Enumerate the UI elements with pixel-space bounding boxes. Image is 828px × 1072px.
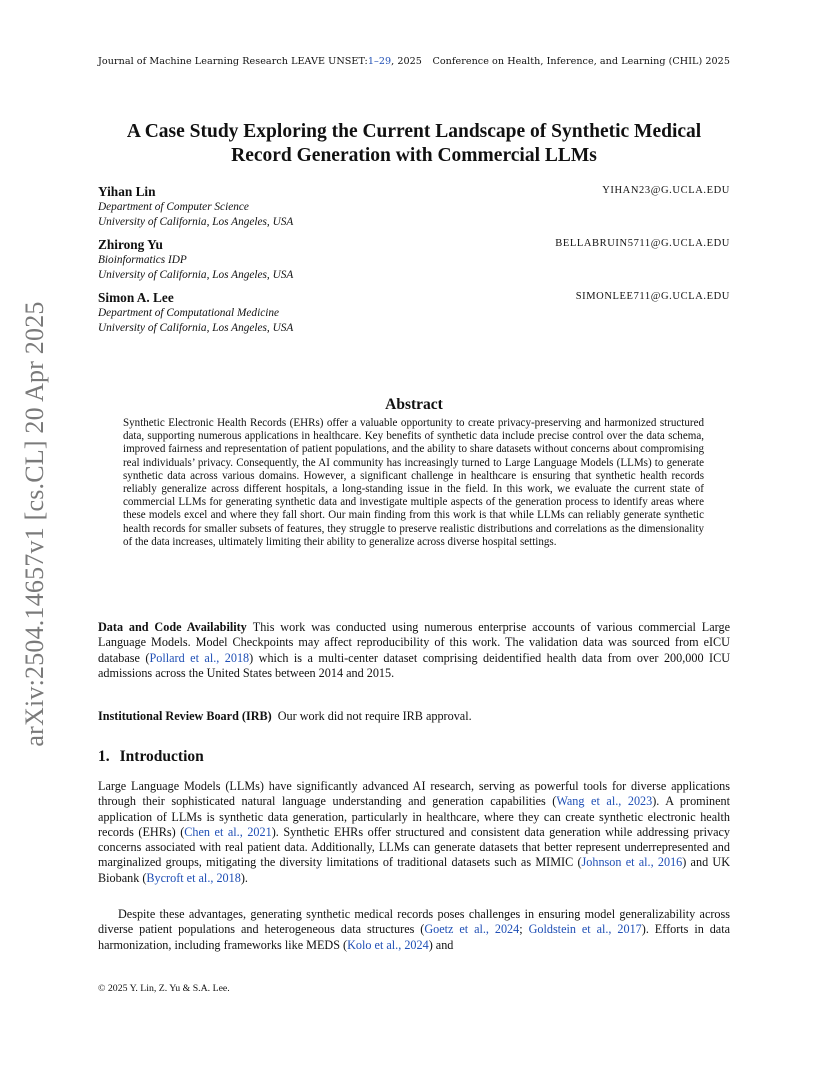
running-head-right: Conference on Health, Inference, and Learning (CHIL) 2025 [432, 56, 730, 67]
section-heading-introduction [98, 748, 204, 766]
data-availability-heading: Data and Code Availability [98, 620, 247, 634]
citation-link[interactable]: Goldstein et al., 2017 [528, 922, 642, 937]
author-email[interactable]: YIHAN23@G.UCLA.EDU [602, 185, 730, 196]
author-block [98, 184, 730, 230]
arxiv-identifier: arXiv:2504.14657v1 [cs.CL] 20 Apr 2025 [20, 301, 49, 747]
citation-link[interactable]: Johnson et al., 2016 [581, 855, 683, 870]
page-range-link[interactable]: 1–29 [367, 56, 392, 67]
author-institution: University of California, Los Angeles, USA [98, 216, 294, 228]
author-name: Zhirong Yu [98, 237, 163, 252]
author-name: Yihan Lin [98, 184, 156, 199]
citation-link[interactable]: Chen et al., 2021 [184, 824, 272, 839]
abstract-text: Synthetic Electronic Health Records (EHRs) offer a valuable opportunity to create privacy-preserving and harmonized structured data, supporting numerous applications in healthcare. Key benefits of synthetic data include precise control over the data schema, improved fairness and representation of patient populations, and the ability to share datasets without concerns about compromising real individuals’ privacy. Consequently, the AI community has increasingly turned to Large Language Models (LLMs) to generate synthetic data across various domains. However, a significant challenge in healthcare is ensuring that synthetic health records reliably generalize across different hospitals, a long-standing issue in the field. In this work, we evaluate the current state of commercial LLMs for generating synthetic data and investigate multiple aspects of the generation process to identify areas where these models excel and where they fall short. Our main finding from this work is that while LLMs can reliably generate synthetic health records for smaller subsets of features, they struggle to preserve realistic distributions and correlations as the dimensionality of the data increases, ultimately limiting their ability to generalize across diverse hospital settings. [123, 417, 704, 548]
data-availability-paragraph: Data and Code Availability This work was conducted using numerous enterprise accounts of various commercial Large Language Models. Model Checkpoints may affect reproducibility of this work. The validation data was sourced from eICU database (Pollard et al., 2018) which is a multi-center dataset comprising deidentified health data from over 200,000 ICU admissions across the United States between 2014 and 2015. [98, 620, 731, 680]
author-department: Department of Computational Medicine [98, 307, 280, 319]
citation-link[interactable]: Goetz et al., 2024 [424, 922, 520, 937]
author-institution: University of California, Los Angeles, USA [98, 322, 294, 334]
citation-link[interactable]: Wang et al., 2023 [556, 794, 653, 809]
author-department: Department of Computer Science [98, 201, 249, 213]
paper-title: A Case Study Exploring the Current Landscape of Synthetic Medical Record Generation with Commercial LLMs [126, 121, 702, 166]
intro-paragraph-1: Large Language Models (LLMs) have significantly advanced AI research, serving as powerful tools for diverse applications through their sophisticated natural language understanding and generation capabilities (Wang et al., 2023). A prominent application of LLMs is synthetic data generation, particularly in healthcare, where they can create synthetic electronic health records (EHRs) (Chen et al., 2021). Synthetic EHRs offer structured and consistent data generation while addressing privacy concerns associated with real patient data. Additionally, LLMs can generate datasets that better represent underrepresented and marginalized groups, mitigating the diversity limitations of traditional datasets such as MIMIC (Johnson et al., 2016) and UK Biobank (Bycroft et al., 2018). [98, 779, 731, 885]
running-head [98, 56, 730, 67]
author-institution: University of California, Los Angeles, USA [98, 269, 294, 281]
author-name: Simon A. Lee [98, 290, 174, 305]
citation-link[interactable]: Bycroft et al., 2018 [146, 870, 241, 885]
copyright-footer: © 2025 Y. Lin, Z. Yu & S.A. Lee. [98, 983, 230, 994]
running-head-left: Journal of Machine Learning Research LEAVE UNSET:1–29, 2025 [98, 56, 422, 67]
author-block [98, 237, 730, 283]
section-number: 1. [98, 748, 110, 765]
citation-link[interactable]: Kolo et al., 2024 [347, 937, 429, 952]
author-block [98, 290, 730, 336]
irb-heading: Institutional Review Board (IRB) [98, 709, 272, 723]
abstract-heading: Abstract [385, 396, 443, 413]
arxiv-sidebar [14, 289, 56, 759]
author-email[interactable]: SIMONLEE711@G.UCLA.EDU [575, 291, 730, 302]
intro-paragraph-2: Despite these advantages, generating synthetic medical records poses challenges in ensuring model generalizability across diverse patient populations and heterogeneous data structures (Goetz et al., 2024; Goldstein et al., 2017). Efforts in data harmonization, including frameworks like MEDS (Kolo et al., 2024) and [98, 907, 731, 952]
irb-paragraph: Institutional Review Board (IRB) Our work did not require IRB approval. [98, 709, 472, 723]
author-email[interactable]: BELLABRUIN5711@G.UCLA.EDU [555, 238, 730, 249]
section-title: Introduction [119, 748, 204, 765]
author-department: Bioinformatics IDP [98, 254, 187, 266]
citation-link[interactable]: Pollard et al., 2018 [149, 650, 250, 665]
